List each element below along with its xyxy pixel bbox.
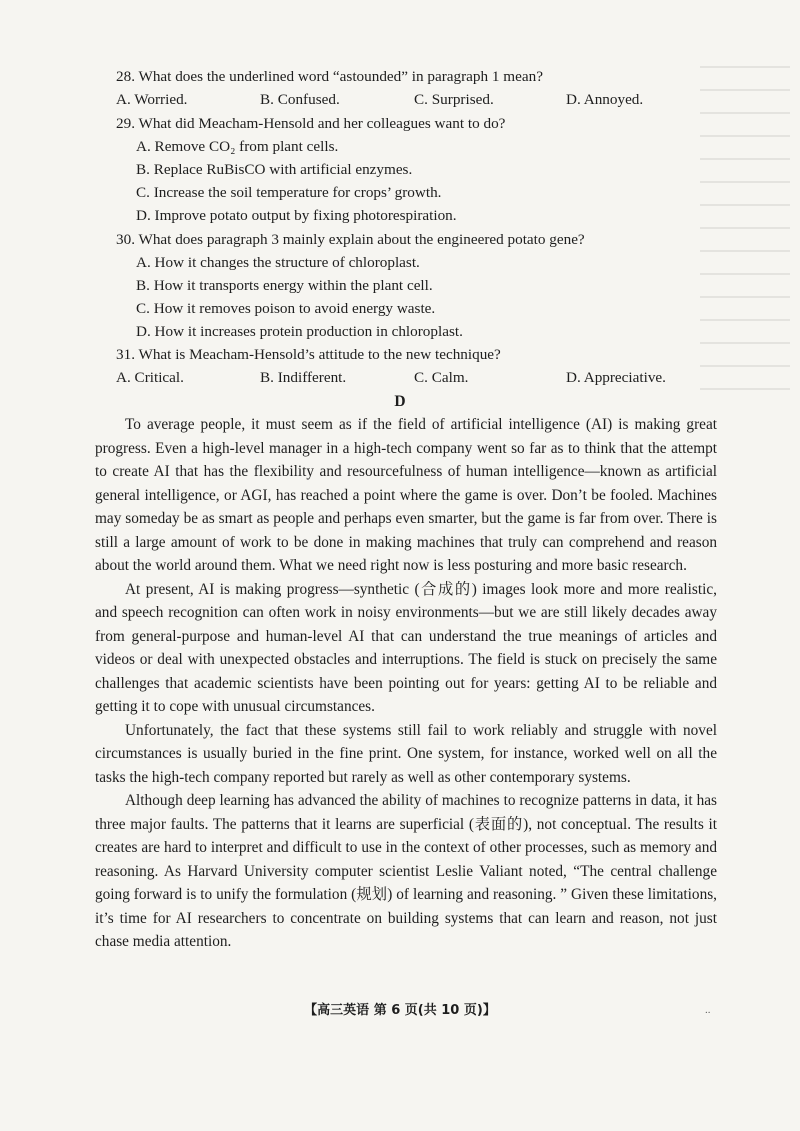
paragraph-2: At present, AI is making progress—synthetic (合成的) images look more and more realistic, and speech recognition can often work in noisy environments—but we are still likely decades away from general-purpose and human-level AI that can understand the true meanings of articles and videos or deal with unexpected obstacles and interruptions. The field is stuck on precisely the same challenges that academic scientists have been pointing out for years: getting AI to be reliable and getting it to cope with unusual circumstances. (95, 580, 717, 715)
option-c: C. Calm. (414, 369, 469, 386)
question-stem: 31. What is Meacham-Hensold’s attitude to the new technique? (116, 346, 501, 363)
option-a: A. Critical. (116, 369, 184, 386)
option-b: B. Confused. (260, 91, 340, 108)
question-31 (116, 343, 716, 389)
question-28 (116, 65, 716, 111)
option-a: A. Remove CO₂ from plant cells. (136, 138, 339, 155)
question-29 (116, 112, 716, 227)
option-row (116, 366, 716, 389)
option-c: C. Surprised. (414, 91, 494, 108)
paragraph-1: To average people, it must seem as if the field of artificial intelligence (AI) is making great progress. Even a high-level manager in a high-tech company went so far as to think that the attempt to create AI that has the flexibility and resourcefulness of human intelligence—known as artificial general intelligence, or AGI, has reached a point where the game is over. Don’t be fooled. Machines may someday be as smart as people and perhaps even smarter, but the game is far from over. There is still a large amount of work to be done in making machines that truly can comprehend and reason about the world around them. What we need right now is less posturing and more basic research. (95, 416, 717, 574)
option-d: D. How it increases protein production in chloroplast. (136, 323, 463, 340)
option-c: C. Increase the soil temperature for crops’ growth. (136, 184, 442, 201)
option-d: D. Improve potato output by fixing photorespiration. (136, 207, 457, 224)
question-stem: 28. What does the underlined word “astounded” in paragraph 1 mean? (116, 68, 543, 85)
option-row (116, 88, 716, 111)
paragraph-3: Unfortunately, the fact that these systems still fail to work reliably and struggle with novel circumstances is usually buried in the fine print. One system, for instance, worked well on all the tasks the high-tech company reported but rarely as well as other contemporary systems. (95, 721, 717, 786)
option-b: B. How it transports energy within the plant cell. (136, 277, 433, 294)
option-d: D. Appreciative. (566, 369, 666, 386)
section-heading: D (394, 393, 406, 410)
question-stem: 30. What does paragraph 3 mainly explain about the engineered potato gene? (116, 231, 585, 248)
footer-mark: .. (705, 1004, 711, 1016)
option-d: D. Annoyed. (566, 91, 644, 108)
question-stem: 29. What did Meacham-Hensold and her colleagues want to do? (116, 115, 506, 132)
reading-passage (95, 413, 717, 954)
option-a: A. How it changes the structure of chloroplast. (136, 254, 420, 271)
page-footer: 【高三英语 第 6 页(共 10 页)】 (304, 1003, 496, 1018)
option-b: B. Replace RuBisCO with artificial enzymes. (136, 161, 413, 178)
option-c: C. How it removes poison to avoid energy waste. (136, 300, 436, 317)
paragraph-4: Although deep learning has advanced the ability of machines to recognize patterns in data, it has three major faults. The patterns that it learns are superficial (表面的), not conceptual. The results it creates are hard to interpret and difficult to use in the context of other processes, such as memory and reasoning. As Harvard University computer scientist Leslie Valiant noted, “The central challenge going forward is to unify the formulation (规划) of learning and reasoning. ” Given these limitations, it’s time for AI researchers to concentrate on building systems that can learn and reason, not just chase media attention. (95, 792, 717, 950)
question-30 (116, 228, 716, 343)
option-a: A. Worried. (116, 91, 188, 108)
option-b: B. Indifferent. (260, 369, 347, 386)
